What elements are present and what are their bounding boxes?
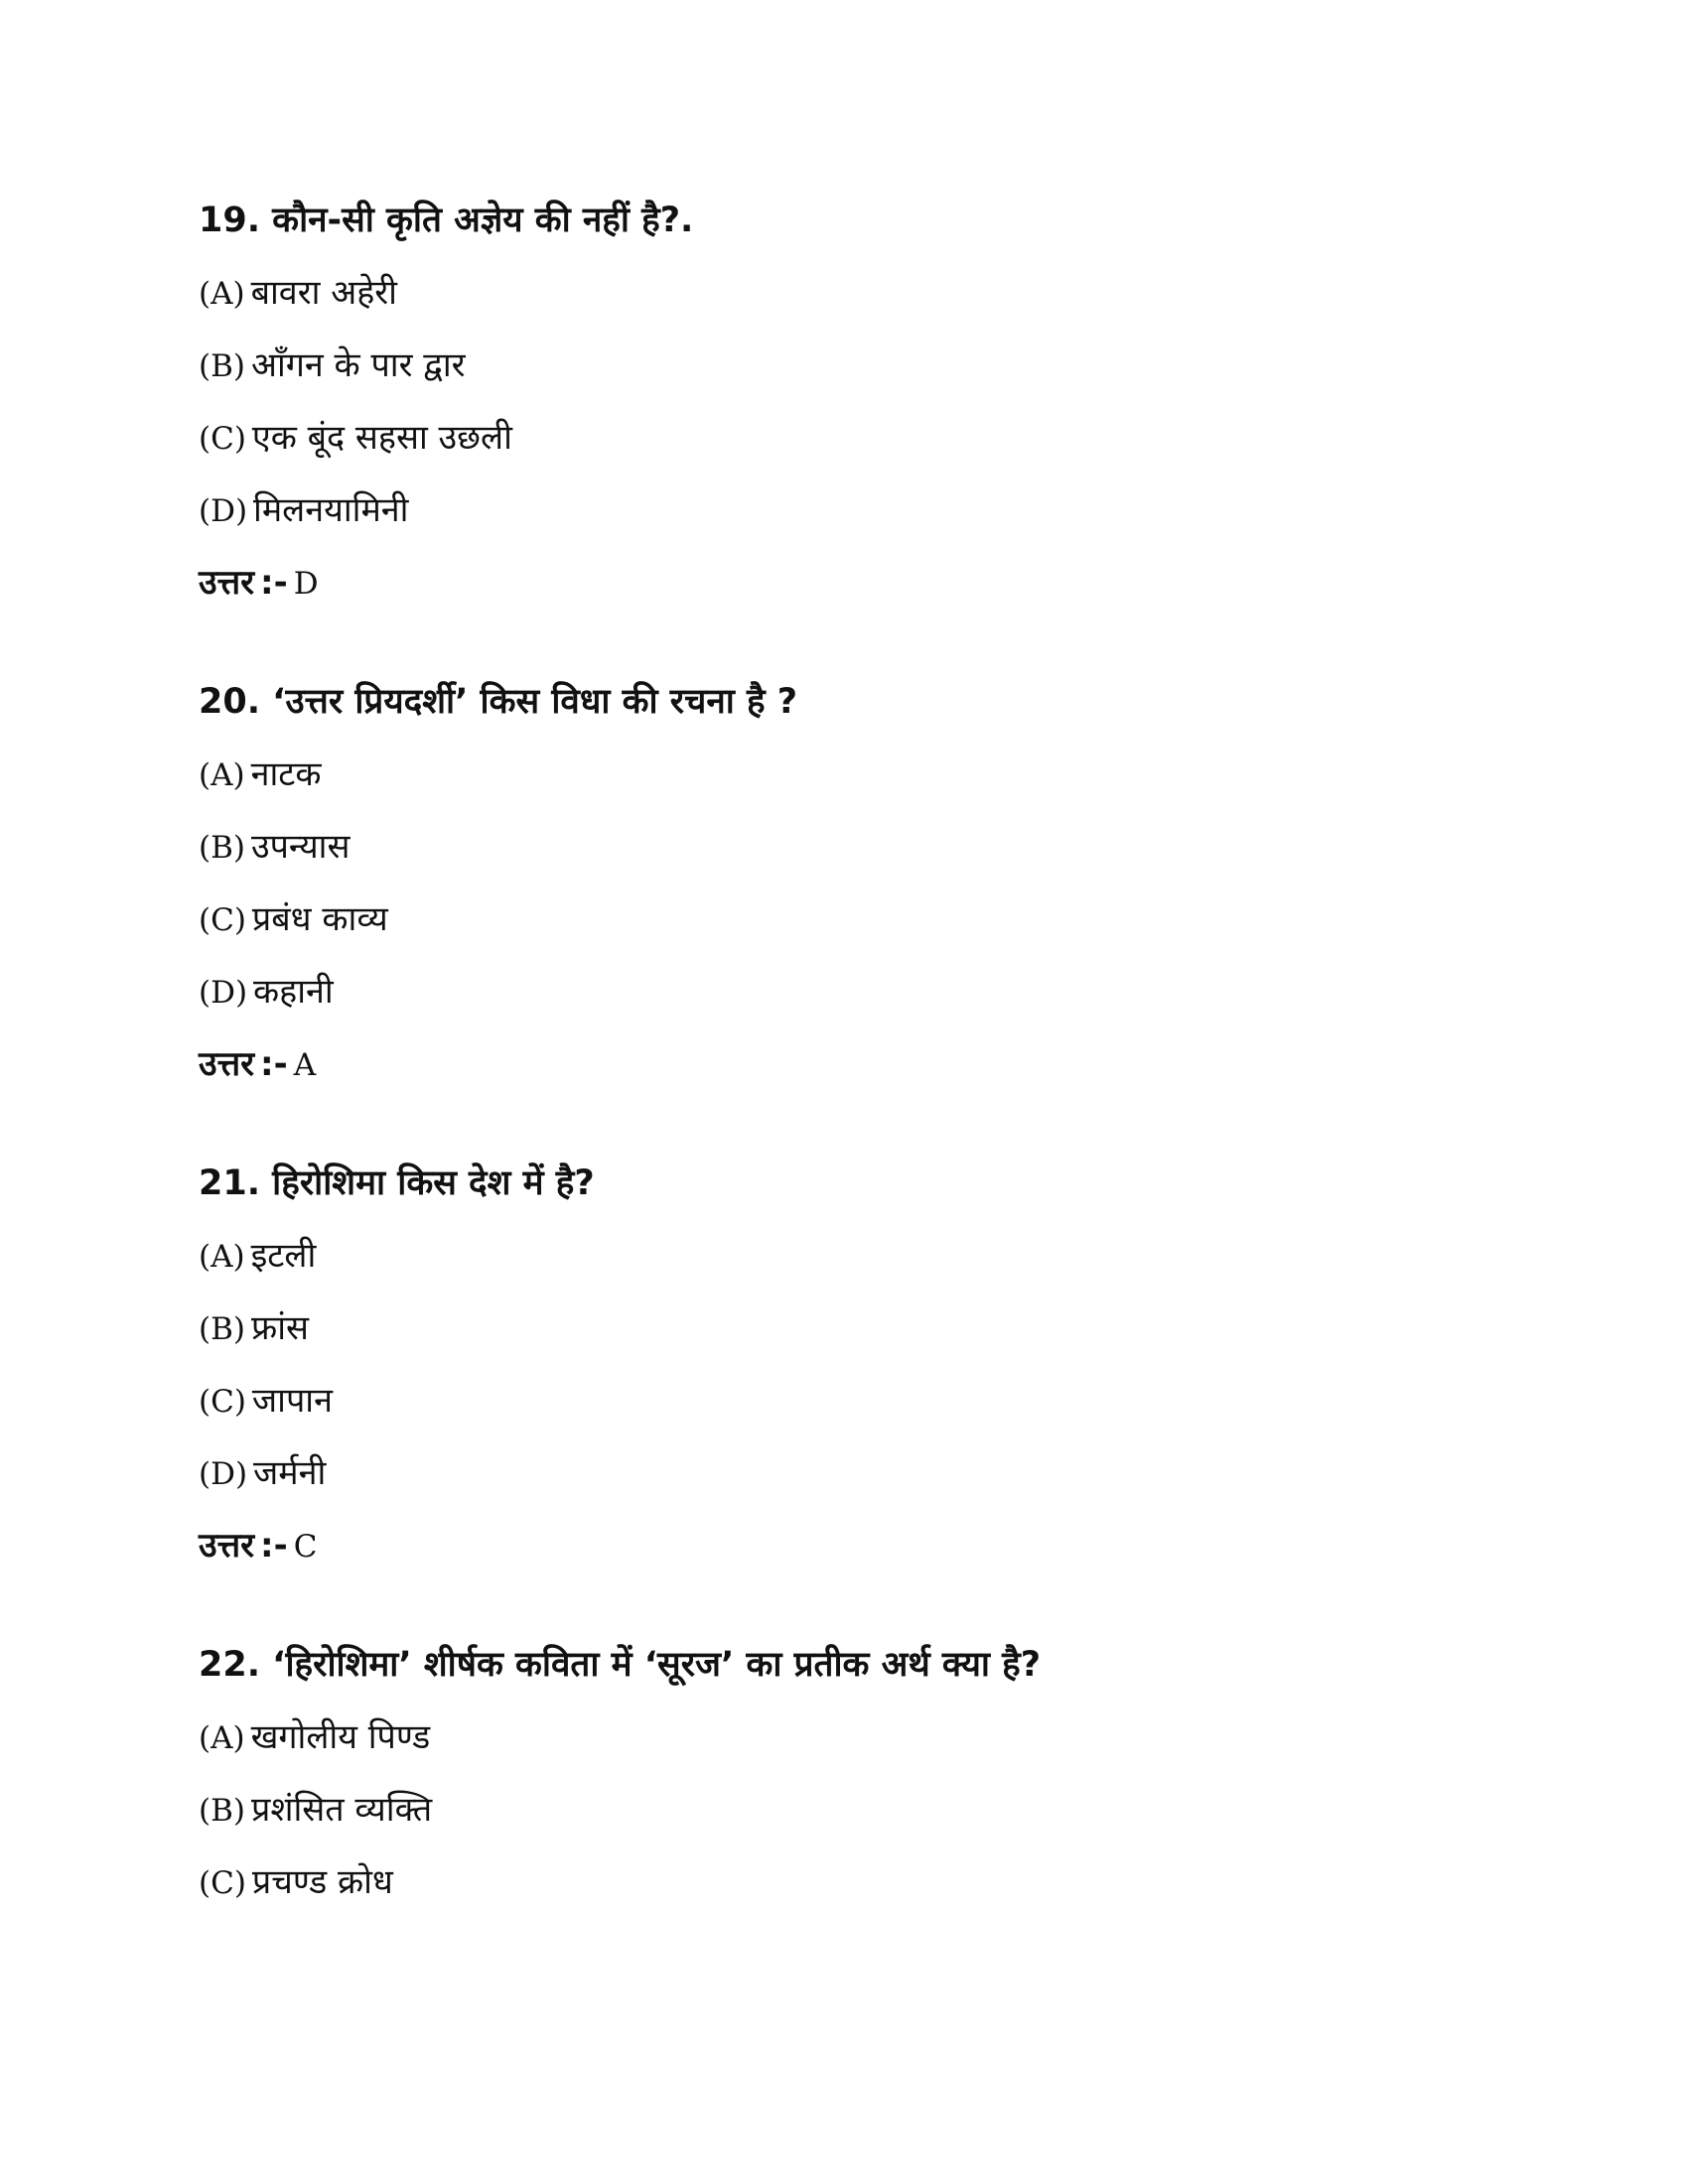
answer-line — [199, 1042, 1489, 1086]
question-text: 20. ‘उत्तर प्रियदर्शी’ किस विधा की रचना है ? — [199, 682, 798, 722]
option-letter: (A) — [199, 1720, 245, 1756]
answer-label: उत्तर — [199, 563, 255, 603]
answer-separator: :- — [260, 563, 288, 603]
answer-label: उत्तर — [199, 1044, 255, 1084]
question-text: 22. ‘हिरोशिमा’ शीर्षक कविता में ‘सूरज’ का प्रतीक अर्थ क्या है? — [199, 1645, 1042, 1685]
option-text: फ्रांस — [250, 1308, 309, 1348]
option-letter: (B) — [199, 1793, 245, 1829]
option-text: कहानी — [253, 972, 334, 1012]
option-letter: (D) — [199, 493, 248, 529]
answer-line — [199, 1524, 1489, 1568]
option-text: मिलनयामिनी — [253, 490, 409, 530]
option-text: जापान — [251, 1381, 333, 1421]
answer-separator: :- — [260, 1526, 288, 1566]
option-text: आँगन के पार द्वार — [250, 345, 466, 385]
option-text: एक बूंद सहसा उछली — [251, 418, 512, 458]
option-a — [199, 752, 1489, 796]
option-text: प्रबंध काव्य — [251, 899, 388, 939]
option-letter: (B) — [199, 830, 245, 866]
question-block-20 — [199, 680, 1489, 1086]
option-a — [199, 1234, 1489, 1278]
option-d — [199, 970, 1489, 1014]
option-b — [199, 343, 1489, 387]
question-block-21 — [199, 1161, 1489, 1568]
option-a — [199, 1715, 1489, 1759]
option-letter: (B) — [199, 1311, 245, 1347]
answer-value: A — [293, 1047, 317, 1083]
question-text: 21. हिरोशिमा किस देश में है? — [199, 1163, 595, 1203]
option-d — [199, 1451, 1489, 1495]
option-letter: (B) — [199, 348, 245, 384]
option-text: इटली — [250, 1236, 317, 1276]
question-text: 19. कौन-सी कृति अज्ञेय की नहीं है?. — [199, 201, 694, 240]
option-letter: (C) — [199, 1384, 246, 1420]
question-block-22 — [199, 1643, 1489, 1933]
option-c — [199, 897, 1489, 941]
option-d — [199, 488, 1489, 532]
option-b — [199, 1788, 1489, 1832]
answer-separator: :- — [260, 1044, 288, 1084]
answer-value: D — [293, 566, 319, 602]
option-b — [199, 825, 1489, 869]
option-letter: (A) — [199, 1239, 245, 1275]
option-text: प्रचण्ड क्रोध — [251, 1862, 393, 1902]
option-text: नाटक — [250, 754, 322, 794]
option-text: जर्मनी — [253, 1453, 327, 1493]
option-letter: (C) — [199, 902, 246, 938]
question-block-19 — [199, 199, 1489, 605]
option-text: खगोलीय पिण्ड — [250, 1717, 431, 1757]
option-letter: (C) — [199, 1865, 246, 1901]
option-letter: (A) — [199, 276, 245, 312]
option-letter: (A) — [199, 757, 245, 793]
option-b — [199, 1306, 1489, 1350]
option-text: प्रशंसित व्यक्ति — [250, 1790, 433, 1830]
option-letter: (C) — [199, 421, 246, 457]
option-c — [199, 1379, 1489, 1423]
option-a — [199, 271, 1489, 315]
answer-label: उत्तर — [199, 1526, 255, 1566]
answer-value: C — [293, 1529, 318, 1565]
option-c — [199, 1860, 1489, 1904]
answer-line — [199, 561, 1489, 605]
option-text: बावरा अहेरी — [250, 273, 397, 313]
option-text: उपन्यास — [250, 827, 351, 867]
option-letter: (D) — [199, 1456, 248, 1492]
option-c — [199, 416, 1489, 460]
option-letter: (D) — [199, 975, 248, 1011]
